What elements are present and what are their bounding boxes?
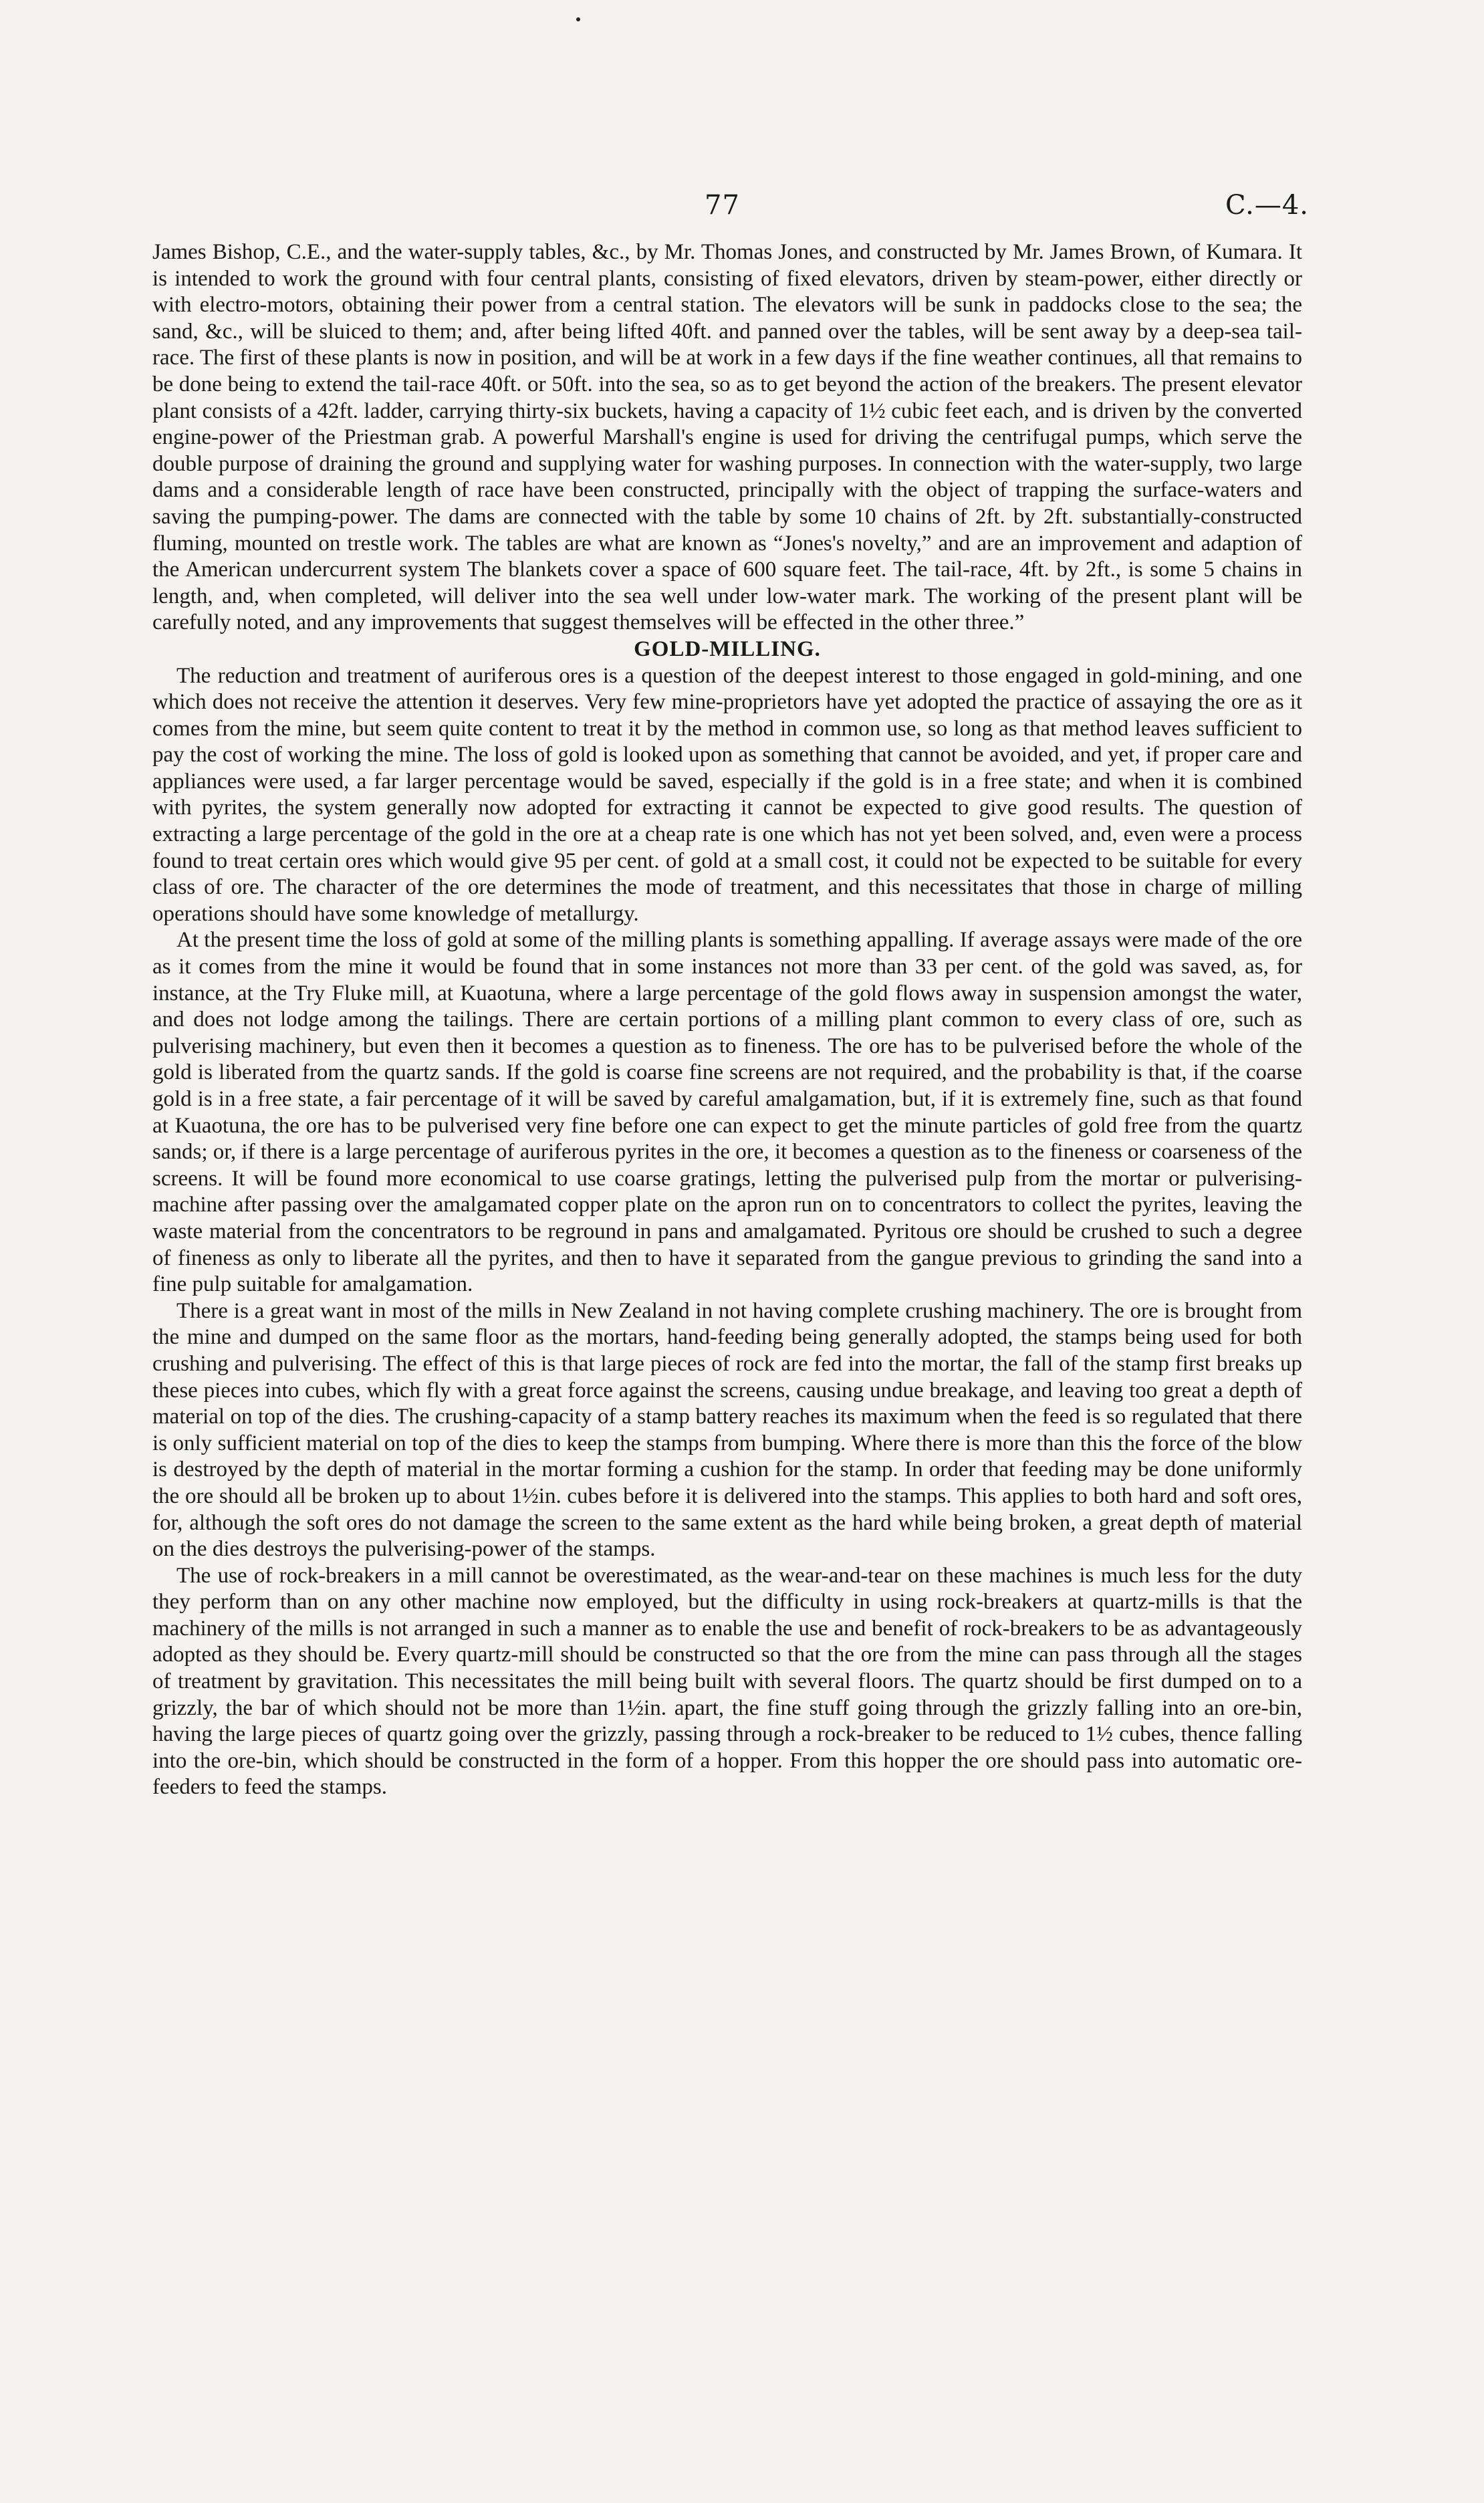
paragraph: At the present time the loss of gold at some of the milling plants is something appalling. If average assays were made of the ore as it comes from the mine it would be found that in some instances not more than 33 per cent. of the gold was saved, as, for instance, at the Try Fluke mill, at Kuaotuna, where a large percentage of the gold flows away in suspension amongst the water, and does not lodge among the tailings. There are certain portions of a milling plant common to every class of ore, such as pulverising machinery, but even then it becomes a question as to fineness. The ore has to be pulverised before the whole of the gold is liberated from the quartz sands. If the gold is coarse fine screens are not required, and the probability is that, if the coarse gold is in a free state, a fair percentage of it will be saved by careful amalgamation, but, if it is extremely fine, such as that found at Kuaotuna, the ore has to be pulverised very fine before one can expect to get the minute particles of gold free from the quartz sands; or, if there is a large percentage of auriferous pyrites in the ore, it becomes a question as to the fineness or coarseness of the screens. It will be found more economical to use coarse gratings, letting the pulverised pulp from the mortar or pulverising-machine after passing over the amalgamated copper plate on the apron run on to concentrators to collect the pyrites, leaving the waste material from the concentrators to be reground in pans and amalgamated. Pyritous ore should be crushed to such a degree of fineness as only to liberate all the pyrites, and then to have it separated from the gangue previous to grinding the sand into a fine pulp suitable for amalgamation. bbox=[152, 928, 1302, 1297]
paragraph: There is a great want in most of the mills in New Zealand in not having complete crushing machinery. The ore is brought from the mine and dumped on the same floor as the mortars, hand-feeding being generally adopted, the stamps being used for both crushing and pulverising. The effect of this is that large pieces of rock are fed into the mortar, the fall of the stamp first breaks up these pieces into cubes, which fly with a great force against the screens, causing undue breakage, and leaving too great a depth of material on top of the dies. The crushing-capacity of a stamp battery reaches its maximum when the feed is so regulated that there is only sufficient material on top of the dies to keep the stamps from bumping. Where there is more than this the force of the blow is destroyed by the depth of material in the mortar forming a cushion for the stamp. In order that feeding may be done uniformly the ore should all be broken up to about 1½in. cubes before it is delivered into the stamps. This applies to both hard and soft ores, for, although the soft ores do not damage the screen to the same extent as the hard while being broken, a great depth of material on the dies destroys the pulverising-power of the stamps. bbox=[152, 1298, 1302, 1562]
body-text bbox=[152, 239, 1302, 1801]
page-number: 77 bbox=[705, 190, 740, 221]
print-speck bbox=[576, 17, 580, 21]
document-reference: C.—4. bbox=[1225, 190, 1309, 221]
paragraph: The reduction and treatment of auriferous ores is a question of the deepest interest to those engaged in gold-mining, and one which does not receive the attention it deserves. Very few mine-proprietors have yet adopted the practice of assaying the ore as it comes from the mine, but seem quite content to treat it by the method in common use, so long as that method leaves sufficient to pay the cost of working the mine. The loss of gold is looked upon as something that cannot be avoided, and yet, if proper care and appliances were used, a far larger percentage would be saved, especially if the gold is in a free state; and when it is combined with pyrites, the system generally now adopted for extracting it cannot be expected to give good results. The question of extracting a large percentage of the gold in the ore at a cheap rate is one which has not yet been solved, and, even were a process found to treat certain ores which would give 95 per cent. of gold at a small cost, it could not be expected to be suitable for every class of ore. The character of the ore determines the mode of treatment, and this necessitates that those in charge of milling operations should have some knowledge of metallurgy. bbox=[152, 663, 1302, 926]
opening-paragraph: James Bishop, C.E., and the water-supply tables, &c., by Mr. Thomas Jones, and constructed by Mr. James Brown, of Kumara. It is intended to work the ground with four central plants, consisting of fixed elevators, driven by steam-power, either directly or with electro-motors, obtaining their power from a central station. The elevators will be sunk in paddocks close to the sea; the sand, &c., will be sluiced to them; and, after being lifted 40ft. and panned over the tables, will be sent away by a deep-sea tail-race. The first of these plants is now in position, and will be at work in a few days if the fine weather continues, all that remains to be done being to extend the tail-race 40ft. or 50ft. into the sea, so as to get beyond the action of the breakers. The present elevator plant consists of a 42ft. ladder, carrying thirty-six buckets, having a capacity of 1½ cubic feet each, and is driven by the converted engine-power of the Priestman grab. A powerful Marshall's engine is used for driving the centrifugal pumps, which serve the double purpose of draining the ground and supplying water for washing purposes. In connection with the water-supply, two large dams and a considerable length of race have been constructed, principally with the object of trapping the surface-waters and saving the pumping-power. The dams are connected with the table by some 10 chains of 2ft. by 2ft. substantially-constructed fluming, mounted on trestle work. The tables are what are known as “Jones's novelty,” and are an improvement and adaption of the American undercurrent system The blankets cover a space of 600 square feet. The tail-race, 4ft. by 2ft., is some 5 chains in length, and, when completed, will deliver into the sea well under low-water mark. The working of the present plant will be carefully noted, and any improvements that suggest themselves will be effected in the other three.” bbox=[152, 240, 1302, 635]
section-heading: GOLD-MILLING. bbox=[634, 636, 821, 661]
page-header bbox=[0, 190, 1484, 225]
paragraph: The use of rock-breakers in a mill cannot be overestimated, as the wear-and-tear on these machines is much less for the duty they perform than on any other machine now employed, but the difficulty in using rock-breakers at quartz-mills is that the machinery of the mills is not arranged in such a manner as to enable the use and benefit of rock-breakers to be as advantageously adopted as they should be. Every quartz-mill should be constructed so that the ore from the mine can pass through all the stages of treatment by gravitation. This necessitates the mill being built with several floors. The quartz should be first dumped on to a grizzly, the bar of which should not be more than 1½in. apart, the fine stuff going through the grizzly falling into an ore-bin, having the large pieces of quartz going over the grizzly, passing through a rock-breaker to be reduced to 1½ cubes, thence falling into the ore-bin, which should be constructed in the form of a hopper. From this hopper the ore should pass into automatic ore-feeders to feed the stamps. bbox=[152, 1563, 1302, 1800]
